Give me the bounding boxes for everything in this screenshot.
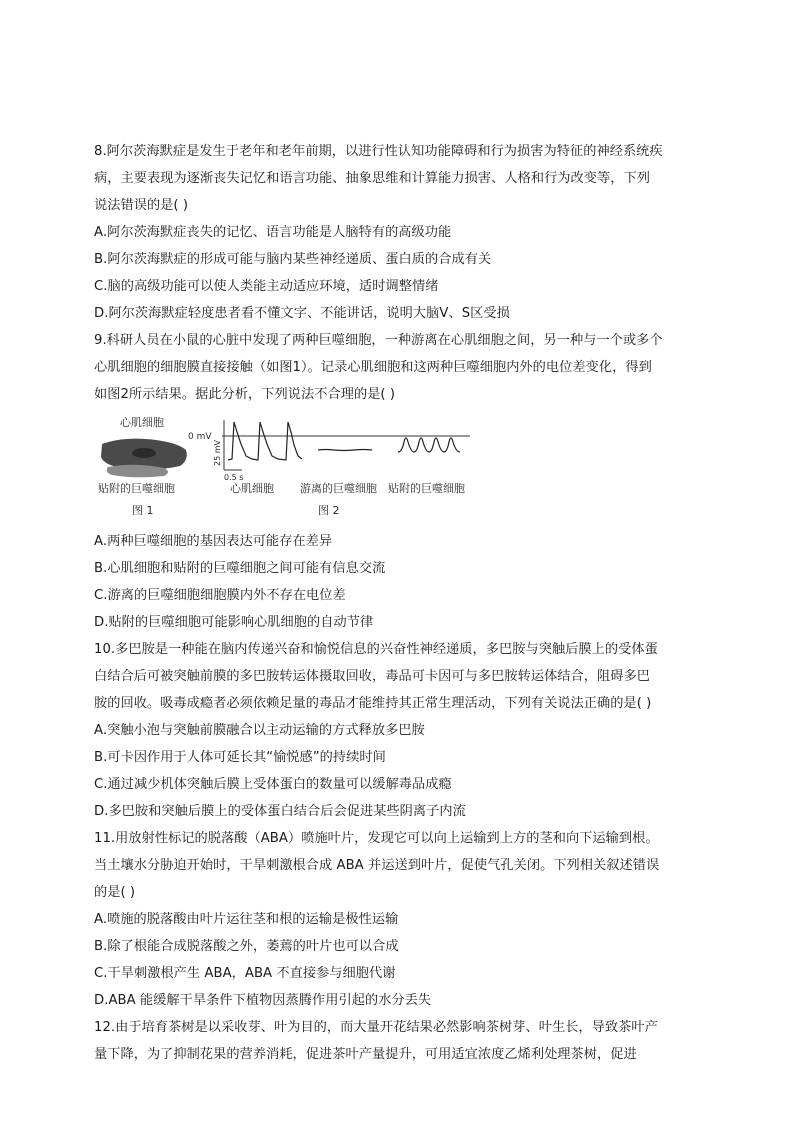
question-stem-line: 如图2所示结果。据此分析，下列说法不合理的是( ) bbox=[94, 387, 396, 402]
option-c: C.通过减少机体突触后膜上受体蛋白的数量可以缓解毒品成瘾 bbox=[94, 777, 452, 792]
question-stem-line: 胺的回收。吸毒成瘾者必须依赖足量的毒品才能维持其正常生理活动，下列有关说法正确的是( ) bbox=[94, 696, 652, 711]
question-stem-line: 的是( ) bbox=[94, 885, 136, 900]
time-scale-label: 0.5 s bbox=[224, 473, 244, 482]
question-11 bbox=[94, 825, 700, 1014]
option-b: B.除了根能合成脱落酸之外，萎蔫的叶片也可以合成 bbox=[94, 939, 399, 954]
option-b: B.心肌细胞和贴附的巨噬细胞之间可能有信息交流 bbox=[94, 561, 386, 576]
question-stem-line: 11.用放射性标记的脱落酸（ABA）喷施叶片，发现它可以向上运输到上方的茎和向下运输到根。 bbox=[94, 831, 659, 846]
fig1-bottom-label: 贴附的巨噬细胞 bbox=[98, 482, 175, 495]
option-c: C.游离的巨噬细胞细胞膜内外不存在电位差 bbox=[94, 588, 346, 603]
option-a: A.喷施的脱落酸由叶片运往茎和根的运输是极性运输 bbox=[94, 912, 399, 927]
voltage-scale-label: 25 mV bbox=[213, 440, 222, 466]
option-d: D.多巴胺和突触后膜上的受体蛋白结合后会促进某些阴离子内流 bbox=[94, 804, 466, 819]
trace-label-free-macrophage: 游离的巨噬细胞 bbox=[300, 482, 377, 495]
option-a: A.两种巨噬细胞的基因表达可能存在差异 bbox=[94, 534, 333, 549]
question-stem-line: 9.科研人员在小鼠的心脏中发现了两种巨噬细胞，一种游离在心肌细胞之间，另一种与一个或多个 bbox=[94, 333, 663, 348]
free-macrophage-trace bbox=[318, 450, 372, 451]
option-c: C.干旱刺激根产生 ABA，ABA 不直接参与细胞代谢 bbox=[94, 966, 396, 981]
question-stem-line: 12.由于培育茶树是以采收芽、叶为目的，而大量开花结果必然影响茶树芽、叶生长，导致茶叶产 bbox=[94, 1020, 658, 1035]
option-d: D.贴附的巨噬细胞可能影响心肌细胞的自动节律 bbox=[94, 615, 374, 630]
question-stem-line: 当土壤水分胁迫开始时，干旱刺激根合成 ABA 并运送到叶片，促使气孔关闭。下列相关叙述错误 bbox=[94, 858, 660, 873]
figure-membrane-potential bbox=[94, 412, 700, 522]
question-stem-line: 量下降，为了抑制花果的营养消耗，促进茶叶产量提升，可用适宜浓度乙烯利处理茶树，促进 bbox=[94, 1047, 637, 1062]
question-stem-line: 心肌细胞的细胞膜直接接触（如图1）。记录心肌细胞和这两种巨噬细胞内外的电位差变化，得到 bbox=[94, 360, 652, 375]
figure-svg bbox=[94, 412, 700, 522]
fig2-recordings bbox=[222, 420, 470, 470]
question-stem-line: 8.阿尔茨海默症是发生于老年和老年前期，以进行性认知功能障碍和行为损害为特征的神经系统疾 bbox=[94, 144, 663, 159]
attached-macrophage-trace bbox=[398, 438, 460, 452]
fig1-caption: 图 1 bbox=[132, 504, 154, 517]
cardiomyocyte-nucleus bbox=[132, 448, 156, 458]
question-stem-line: 说法错误的是( ) bbox=[94, 198, 189, 213]
question-9 bbox=[94, 327, 700, 636]
question-stem-line: 白结合后可被突触前膜的多巴胺转运体摄取回收，毒品可卡因可与多巴胺转运体结合，阻碍多巴 bbox=[94, 669, 650, 684]
fig1-cell-illustration bbox=[101, 439, 187, 478]
option-c: C.脑的高级功能可以使人类能主动适应环境，适时调整情绪 bbox=[94, 279, 439, 294]
question-stem-line: 病，主要表现为逐渐丧失记忆和语言功能、抽象思维和计算能力损害、人格和行为改变等，下列 bbox=[94, 171, 650, 186]
question-8 bbox=[94, 138, 700, 327]
question-12 bbox=[94, 1014, 700, 1068]
option-a: A.阿尔茨海默症丧失的记忆、语言功能是人脑特有的高级功能 bbox=[94, 225, 452, 240]
option-a: A.突触小泡与突触前膜融合以主动运输的方式释放多巴胺 bbox=[94, 723, 425, 738]
fig2-caption: 图 2 bbox=[318, 504, 340, 517]
option-d: D.ABA 能缓解干旱条件下植物因蒸腾作用引起的水分丢失 bbox=[94, 993, 432, 1008]
zero-mv-label: 0 mV bbox=[188, 432, 212, 442]
trace-label-attached-macrophage: 贴附的巨噬细胞 bbox=[388, 482, 465, 495]
trace-label-cardiomyocyte: 心肌细胞 bbox=[230, 482, 274, 495]
option-d: D.阿尔茨海默症轻度患者看不懂文字、不能讲话，说明大脑V、S区受损 bbox=[94, 306, 510, 321]
question-10 bbox=[94, 636, 700, 825]
fig1-top-label: 心肌细胞 bbox=[120, 416, 164, 429]
question-stem-line: 10.多巴胺是一种能在脑内传递兴奋和愉悦信息的兴奋性神经递质，多巴胺与突触后膜上的受体蛋 bbox=[94, 642, 658, 657]
cardiomyocyte-trace bbox=[228, 422, 302, 460]
option-b: B.阿尔茨海默症的形成可能与脑内某些神经递质、蛋白质的合成有关 bbox=[94, 252, 492, 267]
exam-page bbox=[94, 138, 700, 1068]
option-b: B.可卡因作用于人体可延长其“愉悦感”的持续时间 bbox=[94, 750, 386, 765]
